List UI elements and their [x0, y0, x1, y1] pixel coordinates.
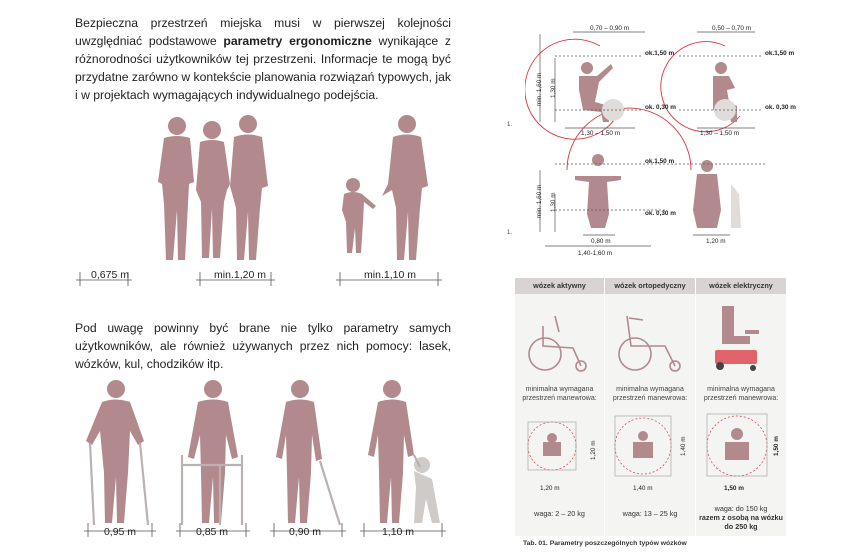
- maneuver-label-3: minimalna wymagana przestrzeń manewrowa:: [703, 386, 779, 402]
- dim-walker: 0,85 m: [195, 526, 229, 538]
- dim-adult-child: min.1,10 m: [364, 269, 416, 281]
- h130-label-1: 1,30 m: [550, 78, 557, 98]
- width-080: 0,80 m: [591, 238, 611, 245]
- diagram-marker-2: 1.: [507, 230, 513, 236]
- diagram-marker-1: 1.: [507, 122, 513, 128]
- header-electric-wheelchair: wózek elektryczny: [696, 278, 787, 294]
- guide-dog: [414, 457, 440, 523]
- height-active: 1,20 m: [590, 440, 597, 460]
- dim-single-adult: 0,675 m: [91, 269, 129, 281]
- dim-crutches: 0,95 m: [103, 526, 137, 538]
- width-electric: 1,50 m: [724, 485, 744, 492]
- width-active: 1,20 m: [540, 485, 560, 492]
- height-ortho: 1,40 m: [680, 436, 687, 456]
- width-label-1: 1,30 – 1,50 m: [581, 130, 621, 137]
- height-electric: 1,50 m: [773, 436, 780, 456]
- min160-label-2: min. 1,60 m: [536, 184, 543, 218]
- intro-text-start: Bezpieczna przestrzeń miejska musi w pierwszej kolejności uwzględniać podstawowe: [75, 16, 451, 48]
- width-120: 1,20 m: [706, 238, 726, 245]
- table-caption: Tab. 01. Parametry poszczególnych typów wózków: [523, 540, 687, 547]
- dim-guide-dog: 1,10 m: [381, 526, 415, 538]
- guide-dog-owner-figure: [368, 380, 414, 523]
- cane-figure: [276, 380, 322, 523]
- intro-text-end: wynikające z różnorodności użytkowników tej przestrzeni. Informacje te mogą być przydatne zarówno w kontekście planowania rozwiązań typowych, jak i w projektach wymagających indywidualnego podejścia.: [75, 34, 451, 102]
- header-active-wheelchair: wózek aktywny: [515, 278, 605, 294]
- weight-electric-extra: razem z osobą na wózku do 250 kg: [699, 513, 783, 531]
- width-ortho: 1,40 m: [633, 485, 653, 492]
- ok150-label-2: ok.1,50 m: [765, 50, 795, 57]
- couple-figure: [196, 115, 268, 260]
- intro-paragraph: [75, 14, 451, 104]
- walker-figure: [188, 380, 238, 523]
- ok030-label-2: ok. 0,30 m: [765, 104, 796, 111]
- top-width-2: 0,50 – 0,70 m: [712, 25, 752, 32]
- dim-couple: min.1,20 m: [214, 269, 266, 281]
- intro-bold-term: parametry ergonomiczne: [223, 34, 372, 48]
- ok030-label-3: ok. 0,30 m: [645, 210, 676, 217]
- maneuver-label-1: minimalna wymagana przestrzeń manewrowa:: [522, 386, 597, 402]
- header-ortho-wheelchair: wózek ortopedyczny: [605, 278, 696, 294]
- aids-paragraph: Pod uwagę powinny być brane nie tylko parametry samych użytkowników, ale również używanych przez nich pomocy: lasek, wózków, kul, chodzików itp.: [75, 321, 451, 371]
- ok030-label-1: ok. 0,30 m: [645, 104, 676, 111]
- weight-ortho: waga: 13 – 25 kg: [622, 509, 678, 518]
- aids-figures: [70, 375, 460, 550]
- ok150-label-1: ok.1,50 m: [645, 50, 675, 57]
- ok150-label-3: ok.1,50 m: [645, 158, 675, 165]
- min160-label-1: min. 1,60 m: [536, 72, 543, 106]
- weight-active: waga: 2 – 20 kg: [534, 509, 585, 518]
- adult-with-child-figure: [342, 115, 428, 260]
- h130-label-2: 1,30 m: [550, 192, 557, 212]
- dim-cane: 0,90 m: [288, 526, 322, 538]
- top-width-1: 0,70 – 0,90 m: [590, 25, 630, 32]
- crutches-figure: [86, 380, 144, 523]
- maneuver-label-2: minimalna wymagana przestrzeń manewrowa:: [612, 386, 688, 402]
- width-label-2: 1,30 – 1,50 m: [700, 130, 740, 137]
- width-140: 1,40-1,60 m: [578, 250, 613, 257]
- adult-figure: [158, 117, 194, 260]
- weight-electric: waga: do 150 kg: [714, 504, 768, 513]
